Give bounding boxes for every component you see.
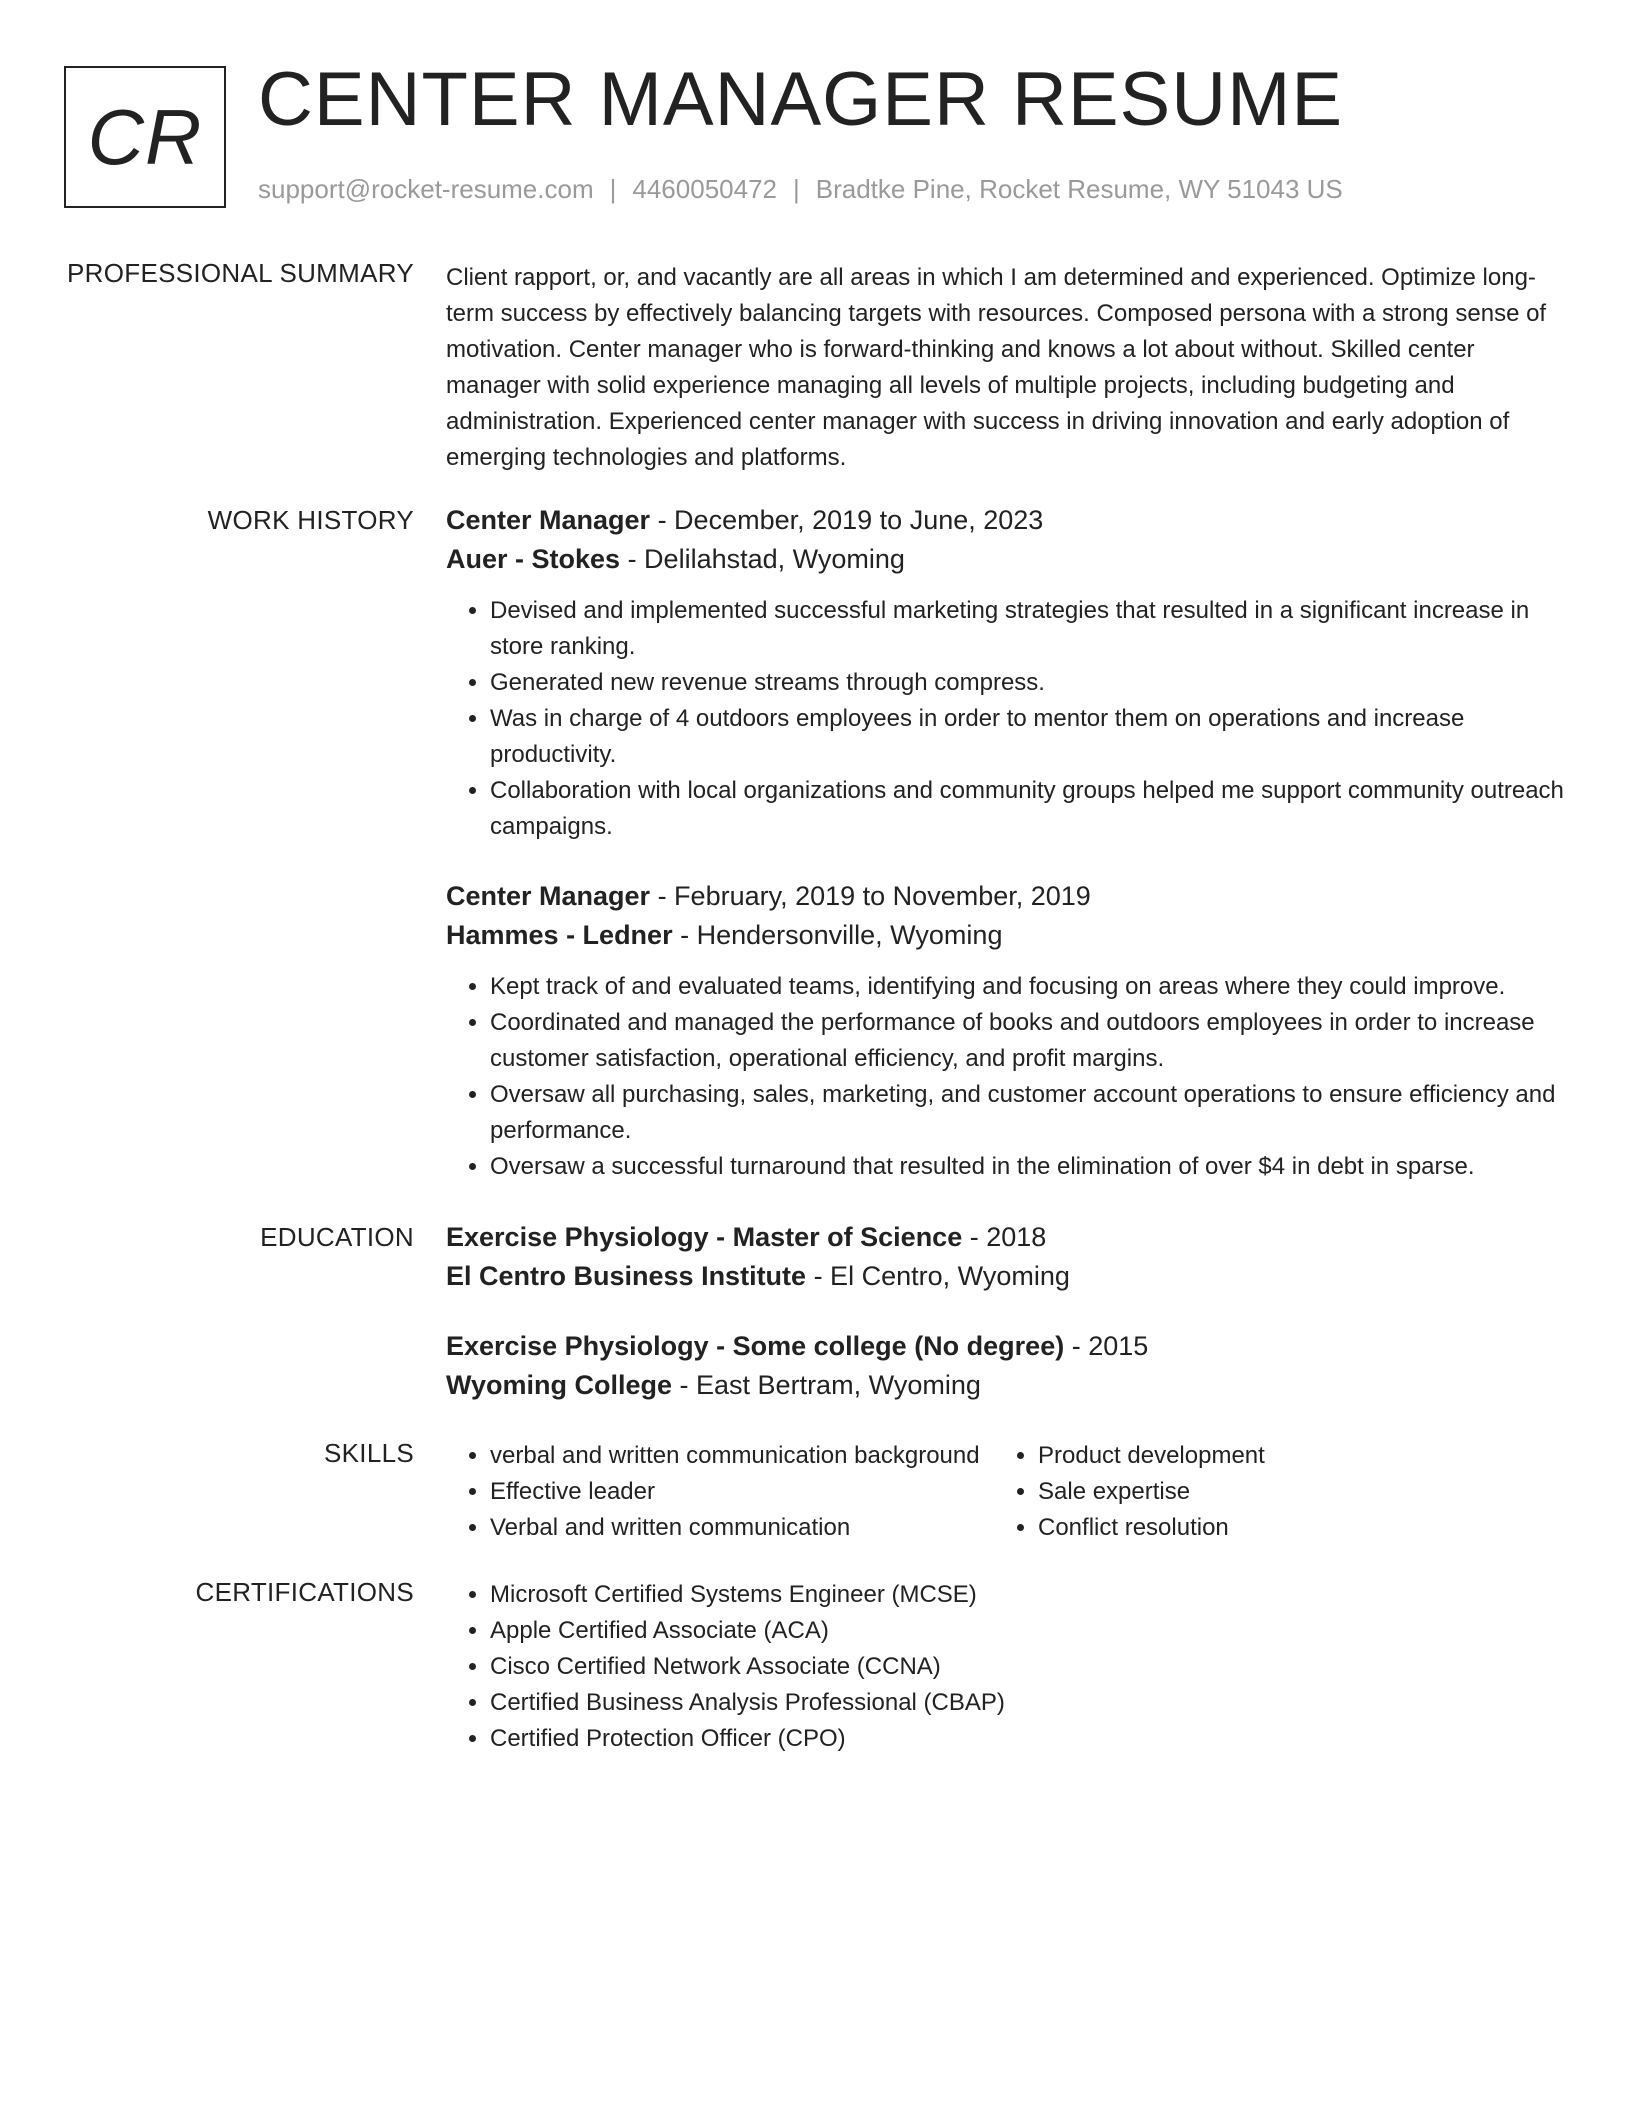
work-history-body	[446, 501, 1566, 1185]
education-degree: Exercise Physiology - Master of Science	[446, 1222, 963, 1252]
job-location: - Delilahstad, Wyoming	[620, 544, 905, 574]
contact-separator: |	[609, 174, 617, 204]
education-school-line	[446, 1257, 1566, 1296]
monogram-box	[64, 66, 226, 208]
job-title-line	[446, 877, 1566, 916]
skill-item: • Verbal and written communication	[490, 1510, 994, 1546]
education-body	[446, 1218, 1566, 1405]
job-title: Center Manager	[446, 505, 651, 535]
job-bullets	[446, 969, 1566, 1185]
job-company-line	[446, 540, 1566, 579]
skill-item: • Effective leader	[490, 1474, 994, 1510]
education-school: El Centro Business Institute	[446, 1261, 807, 1291]
skills-body	[446, 1438, 1566, 1546]
section-label-skills: SKILLS	[324, 1438, 414, 1468]
job-entry	[446, 501, 1566, 845]
skills-column-left	[446, 1438, 994, 1546]
job-location: - Hendersonville, Wyoming	[672, 920, 1003, 950]
education-degree: Exercise Physiology - Some college (No degree)	[446, 1331, 1065, 1361]
job-bullet: • Oversaw all purchasing, sales, marketing, and customer account operations to ensure efficiency and performance.	[490, 1077, 1566, 1149]
skill-item: • Conflict resolution	[1038, 1510, 1494, 1546]
job-title: Center Manager	[446, 881, 651, 911]
contact-address: Bradtke Pine, Rocket Resume, WY 51043 US	[815, 174, 1343, 204]
job-company: Hammes - Ledner	[446, 920, 673, 950]
skill-item: • Product development	[1038, 1438, 1494, 1474]
certification-item: • Apple Certified Associate (ACA)	[490, 1613, 1566, 1649]
job-bullet: • Kept track of and evaluated teams, identifying and focusing on areas where they could improve.	[490, 969, 1566, 1005]
skills-column-right	[994, 1438, 1494, 1546]
section-label-summary: PROFESSIONAL SUMMARY	[67, 258, 414, 288]
certification-item: • Certified Business Analysis Professional (CBAP)	[490, 1685, 1566, 1721]
section-label-certifications: CERTIFICATIONS	[195, 1577, 414, 1607]
job-dates: - December, 2019 to June, 2023	[650, 505, 1044, 535]
job-bullet: • Devised and implemented successful marketing strategies that resulted in a significant increase in store ranking.	[490, 593, 1566, 665]
contact-separator: |	[793, 174, 800, 204]
monogram-initials: CR	[87, 92, 203, 181]
skills-grid	[446, 1438, 1566, 1546]
education-year: - 2018	[962, 1222, 1047, 1252]
contact-email: support@rocket-resume.com	[258, 174, 594, 204]
summary-body	[446, 260, 1566, 476]
job-entry	[446, 877, 1566, 1185]
job-bullet: • Oversaw a successful turnaround that resulted in the elimination of over $4 in debt in sparse.	[490, 1149, 1566, 1185]
certifications-list	[446, 1577, 1566, 1757]
job-bullet: • Was in charge of 4 outdoors employees in order to mentor them on operations and increase productivity.	[490, 701, 1566, 773]
job-bullet: • Collaboration with local organizations and community groups helped me support community outreach campaigns.	[490, 773, 1566, 845]
section-label-education: EDUCATION	[260, 1222, 414, 1252]
contact-phone: 4460050472	[632, 174, 777, 204]
resume-title: CENTER MANAGER RESUME	[258, 57, 1344, 142]
education-location: - East Bertram, Wyoming	[672, 1370, 981, 1400]
skill-item: • Sale expertise	[1038, 1474, 1494, 1510]
job-bullet: • Coordinated and managed the performance of books and outdoors employees in order to increase customer satisfaction, operational efficiency, and profit margins.	[490, 1005, 1566, 1077]
education-school: Wyoming College	[446, 1370, 673, 1400]
job-title-line	[446, 501, 1566, 540]
summary-text: Client rapport, or, and vacantly are all areas in which I am determined and experienced. Optimize long-term success by effectively balancing targets with resources. Composed persona with a strong sense of motivation. Center manager who is forward-thinking and knows a lot about without. Skilled center manager with solid experience managing all levels of multiple projects, including budgeting and administration. Experienced center manager with success in driving innovation and early adoption of emerging technologies and platforms.	[446, 264, 1547, 471]
section-label-work-history: WORK HISTORY	[207, 505, 414, 535]
education-year: - 2015	[1064, 1331, 1149, 1361]
contact-line	[258, 174, 1343, 205]
skill-item: • verbal and written communication background	[490, 1438, 994, 1474]
education-entry	[446, 1218, 1566, 1296]
education-school-line	[446, 1366, 1566, 1405]
certification-item: • Certified Protection Officer (CPO)	[490, 1721, 1566, 1757]
job-dates: - February, 2019 to November, 2019	[650, 881, 1091, 911]
job-bullets	[446, 593, 1566, 845]
certification-item: • Cisco Certified Network Associate (CCNA)	[490, 1649, 1566, 1685]
education-entry	[446, 1327, 1566, 1405]
education-location: - El Centro, Wyoming	[806, 1261, 1070, 1291]
certification-item: • Microsoft Certified Systems Engineer (MCSE)	[490, 1577, 1566, 1613]
education-degree-line	[446, 1327, 1566, 1366]
certifications-body	[446, 1577, 1566, 1757]
education-degree-line	[446, 1218, 1566, 1257]
job-bullet: • Generated new revenue streams through compress.	[490, 665, 1566, 701]
job-company: Auer - Stokes	[446, 544, 621, 574]
job-company-line	[446, 916, 1566, 955]
